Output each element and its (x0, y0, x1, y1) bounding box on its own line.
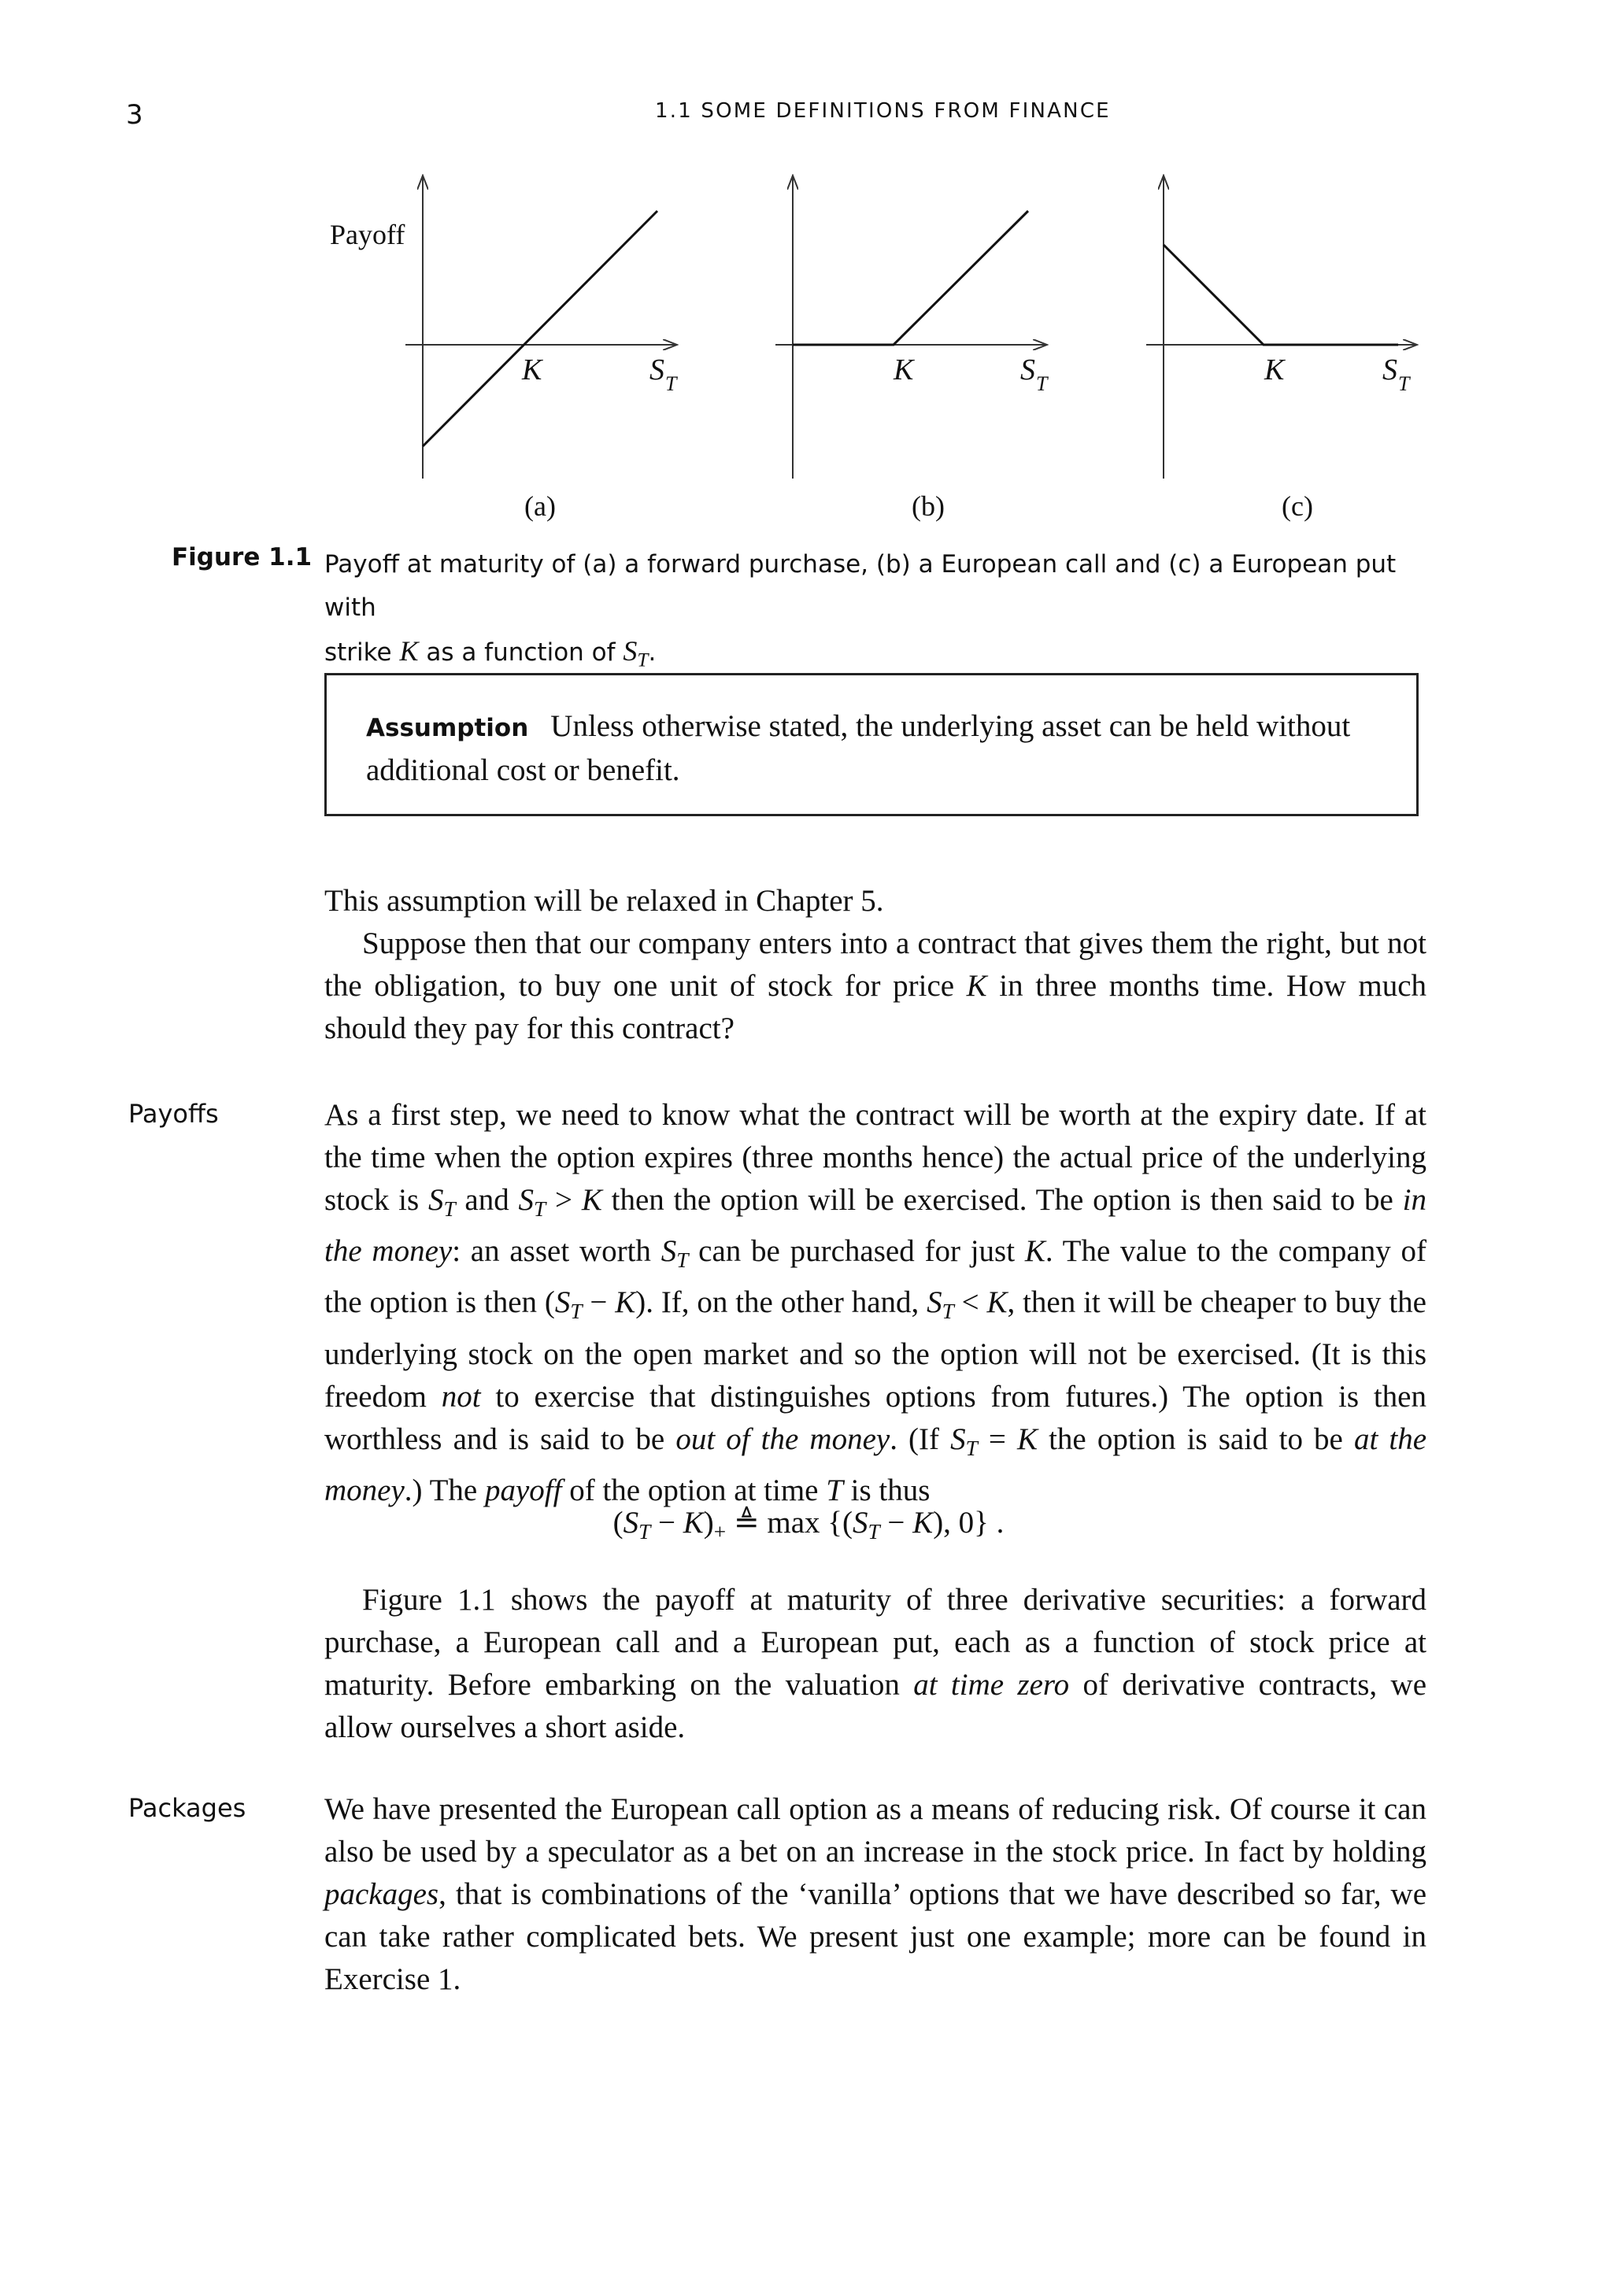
panel-c-put (1146, 176, 1417, 522)
math-op: − (590, 1285, 608, 1320)
intro-paragraphs (324, 880, 1426, 1050)
text: of derivative contracts, we allow ourselves a short aside. (324, 1668, 1427, 1744)
math-s: S (623, 635, 638, 667)
text: We have presented the European call option as a means of reducing risk. Of course it can also be used by a speculator as a bet on an increase in the stock price. In fact by holding (324, 1792, 1426, 1869)
math-st (950, 1422, 978, 1460)
math-k: K (986, 1285, 1008, 1320)
text: , that is combinations of the ‘vanilla’ options that we have described so far, we can take rather complicated bets. We present just one example; more can be found in Exercise 1. (324, 1877, 1426, 1996)
math-t: T (826, 1473, 843, 1507)
panel-label: (a) (524, 490, 556, 522)
figure-label: Figure 1.1 (172, 543, 313, 571)
paragraph: This assumption will be relaxed in Chapter 5. (324, 884, 884, 918)
text: is thus (850, 1473, 931, 1507)
payoff-line (1164, 245, 1398, 345)
payoffs-paragraph (324, 1094, 1426, 1512)
packages-paragraph (324, 1788, 1426, 2001)
paragraph (324, 1094, 1426, 1512)
payoff-line (793, 211, 1028, 345)
math-st (927, 1285, 954, 1324)
math-s: S (554, 1285, 571, 1320)
math-k: K (966, 969, 987, 1003)
caption-text: strike (324, 638, 392, 667)
text: . (If (890, 1422, 940, 1456)
payoff-equation: $(S_T - K)_+$ ≜ $\max \{(S_T - K)$, 0} . (612, 1506, 1005, 1544)
math-sub: T (534, 1197, 546, 1222)
math-k: K (615, 1285, 636, 1320)
math-s: S (852, 1506, 868, 1540)
x-axis-label: S (1020, 353, 1035, 386)
math-st (518, 1183, 546, 1222)
text: Figure 1.1 shows the payoff at maturity of three derivative securities: a forward purchase, a European call and a European put, each as a function of stock price at maturity. Before embarking on the valuation (324, 1583, 1426, 1702)
math-st (554, 1285, 583, 1324)
math-op: < (961, 1285, 979, 1320)
assumption-text (366, 705, 1382, 792)
defined-as-symbol: ≜ (733, 1506, 760, 1540)
x-axis-label-sub: T (1398, 372, 1410, 395)
math-st (623, 635, 649, 671)
math-sub: T (637, 649, 649, 671)
caption-text: as a function of (426, 638, 616, 667)
math-op: − (658, 1506, 676, 1540)
math-op: = (988, 1422, 1006, 1456)
math-sub: T (570, 1300, 583, 1324)
text: and (464, 1183, 509, 1217)
payoff-line (423, 211, 657, 446)
text: then the option will be exercised. The option is then said to be (611, 1183, 1393, 1217)
strike-label: K (894, 353, 914, 386)
text: of the option at time (569, 1473, 819, 1507)
text: in three months time. How much should they pay for this contract? (324, 969, 1427, 1045)
math-k: K (1024, 1234, 1045, 1269)
math-k: K (581, 1183, 602, 1217)
text: . The value to the company of the option is then ( (324, 1234, 1426, 1320)
math-k: K (399, 635, 419, 667)
caption-line-1: Payoff at maturity of (a) a forward purchase, (b) a European call and (c) a European put with (324, 550, 1397, 622)
text: the option is said to be (1049, 1422, 1343, 1456)
y-axis-label: Payoff (330, 219, 405, 250)
math-s: S (518, 1183, 535, 1217)
text: to exercise that distinguishes options from futures.) The option is then worthless and is said to be (324, 1379, 1426, 1456)
math-sub: T (638, 1520, 651, 1544)
figure-caption (324, 543, 1426, 682)
math-s: S (427, 1183, 444, 1217)
assumption-body: Unless otherwise stated, the underlying asset can be held without additional cost or benefit. (366, 709, 1351, 787)
text: : an asset worth (452, 1234, 651, 1269)
emphasis: not (441, 1379, 481, 1414)
x-axis-label: S (1382, 353, 1397, 386)
math-s: S (927, 1285, 942, 1320)
paragraph (324, 1579, 1426, 1749)
math-k: K (912, 1506, 934, 1540)
plus-subscript: + (713, 1520, 727, 1544)
panel-label: (c) (1282, 490, 1313, 522)
text: can be purchased for just (698, 1234, 1016, 1269)
panel-a-forward (330, 176, 678, 522)
text: As a first step, we need to know what the contract will be worth at the expiry date. If at the time when the option expires (three months hence) the actual price of the underlying stock is (324, 1098, 1426, 1217)
text: , then it will be cheaper to buy the underlying stock on the open market and so the option will not be exercised. (It is this freedom (324, 1285, 1426, 1414)
paragraph (324, 922, 1426, 1050)
figure-reference-paragraph (324, 1579, 1426, 1749)
math-sub: T (443, 1197, 456, 1222)
math-sub: T (965, 1436, 978, 1460)
math-op: > (555, 1183, 573, 1217)
emphasis: in the money (324, 1183, 1426, 1269)
caption-text: . (648, 638, 657, 667)
math-sub: T (942, 1300, 954, 1324)
math-s: S (623, 1506, 639, 1540)
emphasis: packages (324, 1877, 439, 1911)
assumption-label: Assumption (366, 714, 529, 742)
margin-note-packages: Packages (128, 1793, 246, 1823)
math-sub: T (676, 1248, 689, 1273)
paragraph (324, 1788, 1426, 2001)
strike-label: K (522, 353, 542, 386)
emphasis: at time zero (913, 1668, 1070, 1702)
page-number: 3 (126, 99, 143, 131)
math-op: − (887, 1506, 905, 1540)
emphasis: at the money (324, 1422, 1427, 1507)
figure-1-1 (0, 0, 1617, 551)
strike-label: K (1264, 353, 1285, 386)
math-k: K (1016, 1422, 1038, 1456)
math-sub: T (868, 1520, 880, 1544)
x-axis-label-sub: T (1036, 372, 1048, 395)
text: .) The (404, 1473, 478, 1507)
math-st (660, 1234, 689, 1273)
math-s: S (950, 1422, 966, 1456)
emphasis: payoff (484, 1473, 562, 1507)
math-s: S (660, 1234, 677, 1269)
panel-b-call (775, 176, 1049, 522)
emphasis: out of the money (675, 1422, 890, 1456)
x-axis-label-sub: T (665, 372, 677, 395)
math-k: K (683, 1506, 704, 1540)
text: ). If, on the other hand, (635, 1285, 920, 1320)
panel-label: (b) (912, 490, 945, 522)
text: Suppose then that our company enters into a contract that gives them the right, but not the obligation, to buy one unit of stock for price (324, 926, 1426, 1003)
assumption-box (324, 673, 1419, 816)
x-axis-label: S (649, 353, 664, 386)
margin-note-payoffs: Payoffs (128, 1099, 219, 1129)
math-st (427, 1183, 456, 1222)
running-head: 1.1 SOME DEFINITIONS FROM FINANCE (655, 99, 1111, 123)
